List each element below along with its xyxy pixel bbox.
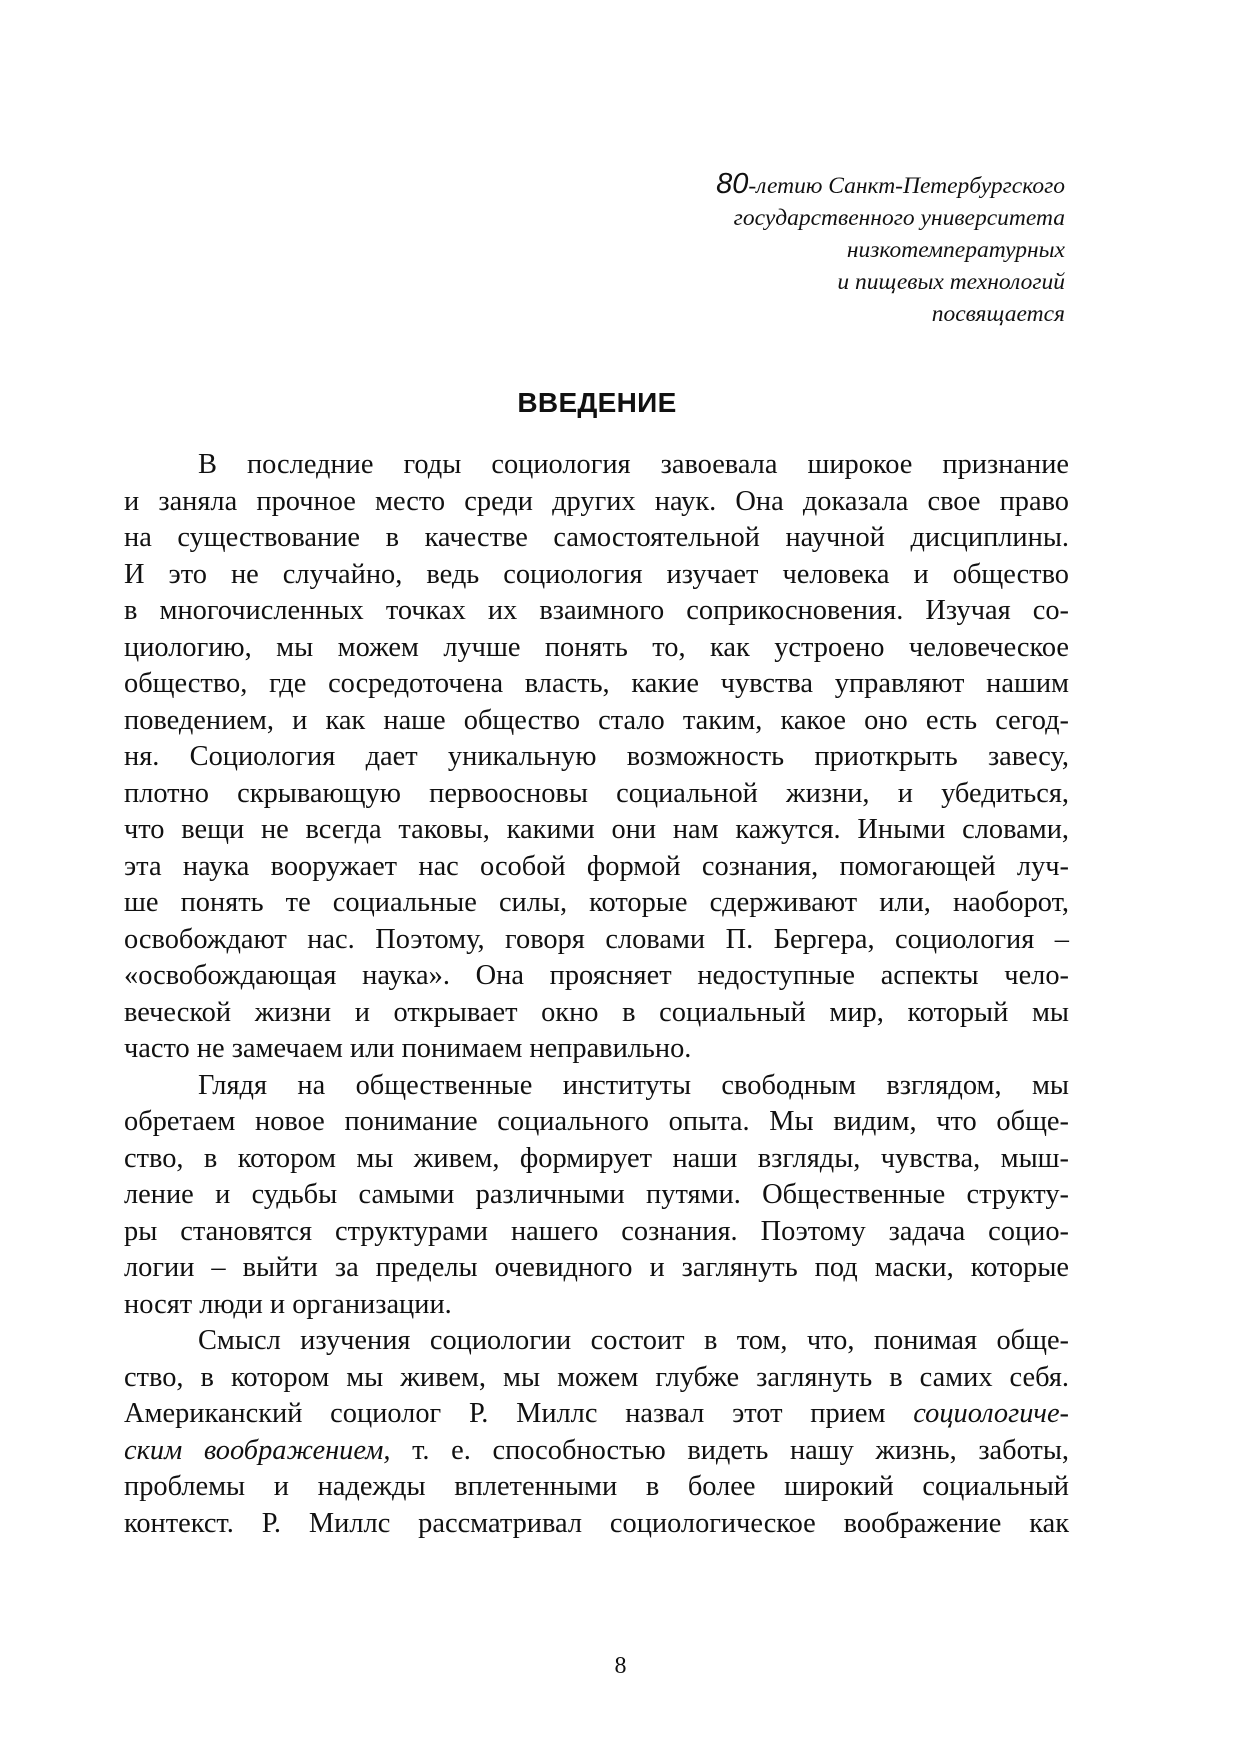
paragraph-2-line: носят люди и организации. bbox=[124, 1288, 452, 1320]
paragraph-3-line: Смысл изучения социологии состоит в том, что, понимая обще- bbox=[198, 1325, 1069, 1356]
paragraph-1-line: эта наука вооружает нас особой формой сознания, помогающей луч- bbox=[124, 850, 1069, 882]
paragraph-3-line-3-text: Американский социолог Р. Миллс назвал этот прием bbox=[124, 1398, 914, 1429]
italic-term: ским воображением, bbox=[124, 1434, 391, 1466]
paragraph-3-line: контекст. Р. Миллс рассматривал социологическое воображение как bbox=[124, 1507, 1069, 1539]
dedication-line-1 bbox=[465, 168, 1065, 202]
italic-term: социологиче- bbox=[913, 1398, 1069, 1429]
paragraph-3-line bbox=[124, 1433, 1069, 1470]
page-number: 8 bbox=[614, 1653, 627, 1679]
paragraph-1-line: циологию, мы можем лучше понять то, как устроено человеческое bbox=[124, 631, 1069, 663]
paragraph-1-line: часто не замечаем или понимаем неправильно. bbox=[124, 1033, 692, 1064]
dedication-line-3: низкотемпературных bbox=[846, 237, 1065, 263]
dedication-line-2: государственного университета bbox=[733, 205, 1065, 231]
paragraph-1-line: что вещи не всегда таковы, какими они нам кажутся. Иными словами, bbox=[124, 814, 1069, 845]
dedication-line-5: посвящается bbox=[931, 301, 1065, 327]
paragraph-3-line: ство, в котором мы живем, мы можем глубже заглянуть в самих себя. bbox=[124, 1361, 1069, 1393]
dedication-line-4: и пищевых технологий bbox=[837, 269, 1065, 295]
paragraph-2-line: Глядя на общественные институты свободным взглядом, мы bbox=[198, 1069, 1069, 1101]
paragraph-1-line: плотно скрывающую первоосновы социальной жизни, и убедиться, bbox=[124, 777, 1069, 809]
paragraph-3-line-4-text: т. е. способностью видеть нашу жизнь, заботы, bbox=[390, 1434, 1069, 1466]
dedication-epigraph bbox=[465, 168, 1065, 330]
paragraph-1-line: на существование в качестве самостоятельной научной дисциплины. bbox=[124, 522, 1069, 553]
paragraph-1-line: «освобождающая наука». Она проясняет недоступные аспекты чело- bbox=[124, 960, 1069, 991]
paragraph-2-line: ство, в котором мы живем, формирует наши взгляды, чувства, мыш- bbox=[124, 1142, 1069, 1174]
paragraph-2-line: обретаем новое понимание социального опыта. Мы видим, что обще- bbox=[124, 1106, 1069, 1137]
dedication-line-1-text: -летию Санкт-Петербургского bbox=[748, 173, 1065, 199]
paragraph-1-line: ня. Социология дает уникальную возможность приоткрыть завесу, bbox=[124, 741, 1069, 772]
dedication-number: 80 bbox=[716, 168, 749, 200]
paragraph-2-line: ры становятся структурами нашего сознания. Поэтому задача социо- bbox=[124, 1215, 1069, 1247]
paragraph-1-line: освобождают нас. Поэтому, говоря словами П. Бергера, социология – bbox=[124, 923, 1069, 955]
paragraph-1-line: веческой жизни и открывает окно в социальный мир, который мы bbox=[124, 996, 1069, 1028]
paragraph-1-line: И это не случайно, ведь социология изучает человека и общество bbox=[124, 558, 1069, 590]
paragraph-1-line: В последние годы социология завоевала широкое признание bbox=[198, 449, 1069, 480]
section-heading: ВВЕДЕНИЕ bbox=[517, 387, 677, 418]
paragraph-2-line: логии – выйти за пределы очевидного и заглянуть под маски, которые bbox=[124, 1252, 1069, 1283]
paragraph-1-line: в многочисленных точках их взаимного соприкосновения. Изучая со- bbox=[124, 595, 1069, 626]
paragraph-1-line: ше понять те социальные силы, которые сдерживают или, наоборот, bbox=[124, 887, 1069, 918]
paragraph-1-line: общество, где сосредоточена власть, какие чувства управляют нашим bbox=[124, 668, 1069, 699]
body-text bbox=[124, 447, 1069, 1542]
paragraph-1-line: и заняла прочное место среди других наук. Она доказала свое право bbox=[124, 485, 1069, 517]
paragraph-1-line: поведением, и как наше общество стало таким, какое оно есть сегод- bbox=[124, 704, 1069, 736]
paragraph-3-line: проблемы и надежды вплетенными в более широкий социальный bbox=[124, 1471, 1069, 1502]
paragraph-2-line: ление и судьбы самыми различными путями. Общественные структу- bbox=[124, 1179, 1069, 1210]
paragraph-3-line bbox=[124, 1396, 1069, 1433]
